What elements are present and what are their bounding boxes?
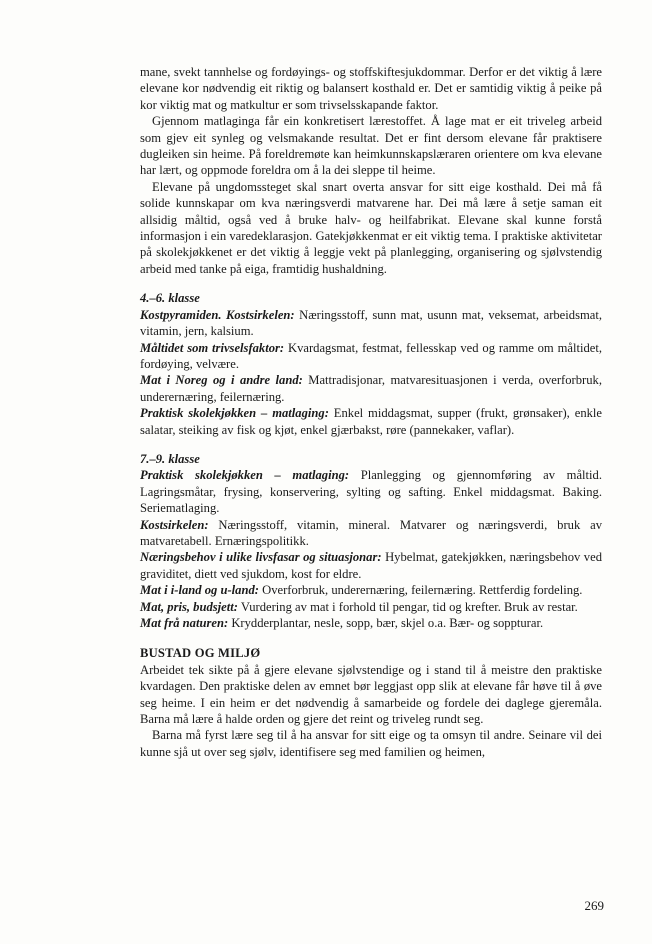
item-label: Praktisk skolekjøkken – matlaging:: [140, 406, 329, 421]
curriculum-item: [140, 615, 602, 631]
item-label: Mat i i-land og u-land:: [140, 583, 259, 598]
item-label: Kostpyramiden. Kostsirkelen:: [140, 307, 295, 322]
item-label: Kostsirkelen:: [140, 517, 209, 532]
section-paragraph: Barna må fyrst lære seg til å ha ansvar for sitt eige og ta omsyn til andre. Seinare vil dei kunne sjå ut over seg sjølv, identifisere seg med familien og heimen,: [140, 728, 602, 759]
section-title: BUSTAD OG MILJØ: [140, 646, 261, 661]
curriculum-item: [140, 405, 602, 438]
curriculum-item: [140, 599, 602, 615]
item-label: Mat frå naturen:: [140, 616, 229, 630]
item-text: Kvardagsmat, festmat, fellesskap ved og ramme om måltidet, fordøying, velvære.: [140, 340, 602, 371]
intro-paragraph: mane, svekt tannhelse og fordøyings- og stoffskiftesjukdommar. Derfor er det viktig å lære elevane kor nødvendig eit riktig og balansert kosthald er. Det er samtidig viktig å peike på kor viktig mat og matkultur er som trivselsskapande faktor.: [140, 65, 602, 112]
item-label: Næringsbehov i ulike livsfasar og situasjonar:: [140, 550, 382, 565]
intro-paragraph: Elevane på ungdomssteget skal snart overta ansvar for sitt eige kosthald. Dei må få solide kunnskapar om kva næringsverdi matvarene har. Dei må lære å setje saman eit allsidig måltid, også ved å bruke halv- og heilfabrikat. Elevane skal kunne forstå informasjon i ein varedeklarasjon. Gatekjøkkenmat er eit viktig tema. I praktiske aktivitetar på skolekjøkkenet er det viktig å leggje vekt på planlegging, organisering og sjølvstendig arbeid med tanke på eiga, framtidig hushaldning.: [140, 179, 602, 276]
page-number: 269: [584, 898, 604, 913]
grade-4-6-heading: 4.–6. klasse: [140, 291, 200, 306]
curriculum-item: [140, 467, 602, 516]
item-text: Hybelmat, gatekjøkken, næringsbehov ved graviditet, diett ved sjukdom, kost for eldre.: [140, 550, 602, 581]
item-text: Vurdering av mat i forhold til pengar, tid og krefter. Bruk av restar.: [237, 599, 578, 614]
item-text: Krydderplantar, nesle, sopp, bær, skjel o.a. Bær- og soppturar.: [228, 616, 544, 630]
curriculum-item: [140, 517, 602, 550]
item-text: Overforbruk, underernæring, feilernæring. Rettferdig fordeling.: [258, 583, 583, 598]
curriculum-item: [140, 307, 602, 340]
item-text: Næringsstoff, sunn mat, usunn mat, veksemat, arbeidsmat, vitamin, jern, kalsium.: [140, 307, 603, 339]
item-text: Mattradisjonar, matvaresituasjonen i verda, overforbruk, underernæring, feilernæring.: [140, 373, 602, 404]
item-label: Mat i Noreg og i andre land:: [140, 373, 303, 388]
grade-7-9-heading: 7.–9. klasse: [140, 451, 200, 466]
curriculum-item: [140, 582, 602, 598]
item-text: Enkel middagsmat, supper (frukt, grønsaker), enkle salatar, steiking av fisk og kjøt, enkel gjærbakst, røre (pannekaker, vaflar).: [140, 406, 602, 437]
item-text: Planlegging og gjennomføring av måltid. Lagringsmåtar, frysing, konservering, sylting og safting. Enkel middagsmat. Baking. Seriematlaging.: [140, 468, 602, 516]
curriculum-item: [140, 372, 602, 405]
section-paragraph: Arbeidet tek sikte på å gjere elevane sjølvstendige og i stand til å meistre den praktiske kvardagen. Den praktiske delen av emnet bør leggjast opp slik at elevane får høve til å øve seg heime. I ein heim er det nødvendig å samarbeide og fordele dei daglege gjeremåla. Barna må lære å halde orden og gjere det reint og triveleg rundt seg.: [140, 662, 602, 727]
curriculum-item: [140, 549, 602, 582]
curriculum-item: [140, 340, 602, 373]
page-body: [140, 64, 602, 760]
item-label: Måltidet som trivselsfaktor:: [140, 340, 285, 355]
item-text: Næringsstoff, vitamin, mineral. Matvarer og næringsverdi, bruk av matvaretabell. Ernæringspolitikk.: [140, 517, 602, 548]
intro-paragraph: Gjennom matlaginga får ein konkretisert lærestoffet. Å lage mat er eit triveleg arbeid som gjev eit synleg og velsmakande resultat. Det er fint dersom elevane får praktisere dugleiken sin heime. På foreldremøte kan heimkunnskapslæraren orientere om kva elevane har lært, og oppmode foreldra om å la dei sleppe til heime.: [140, 114, 602, 178]
item-label: Praktisk skolekjøkken – matlaging:: [140, 468, 350, 483]
item-label: Mat, pris, budsjett:: [140, 599, 238, 614]
